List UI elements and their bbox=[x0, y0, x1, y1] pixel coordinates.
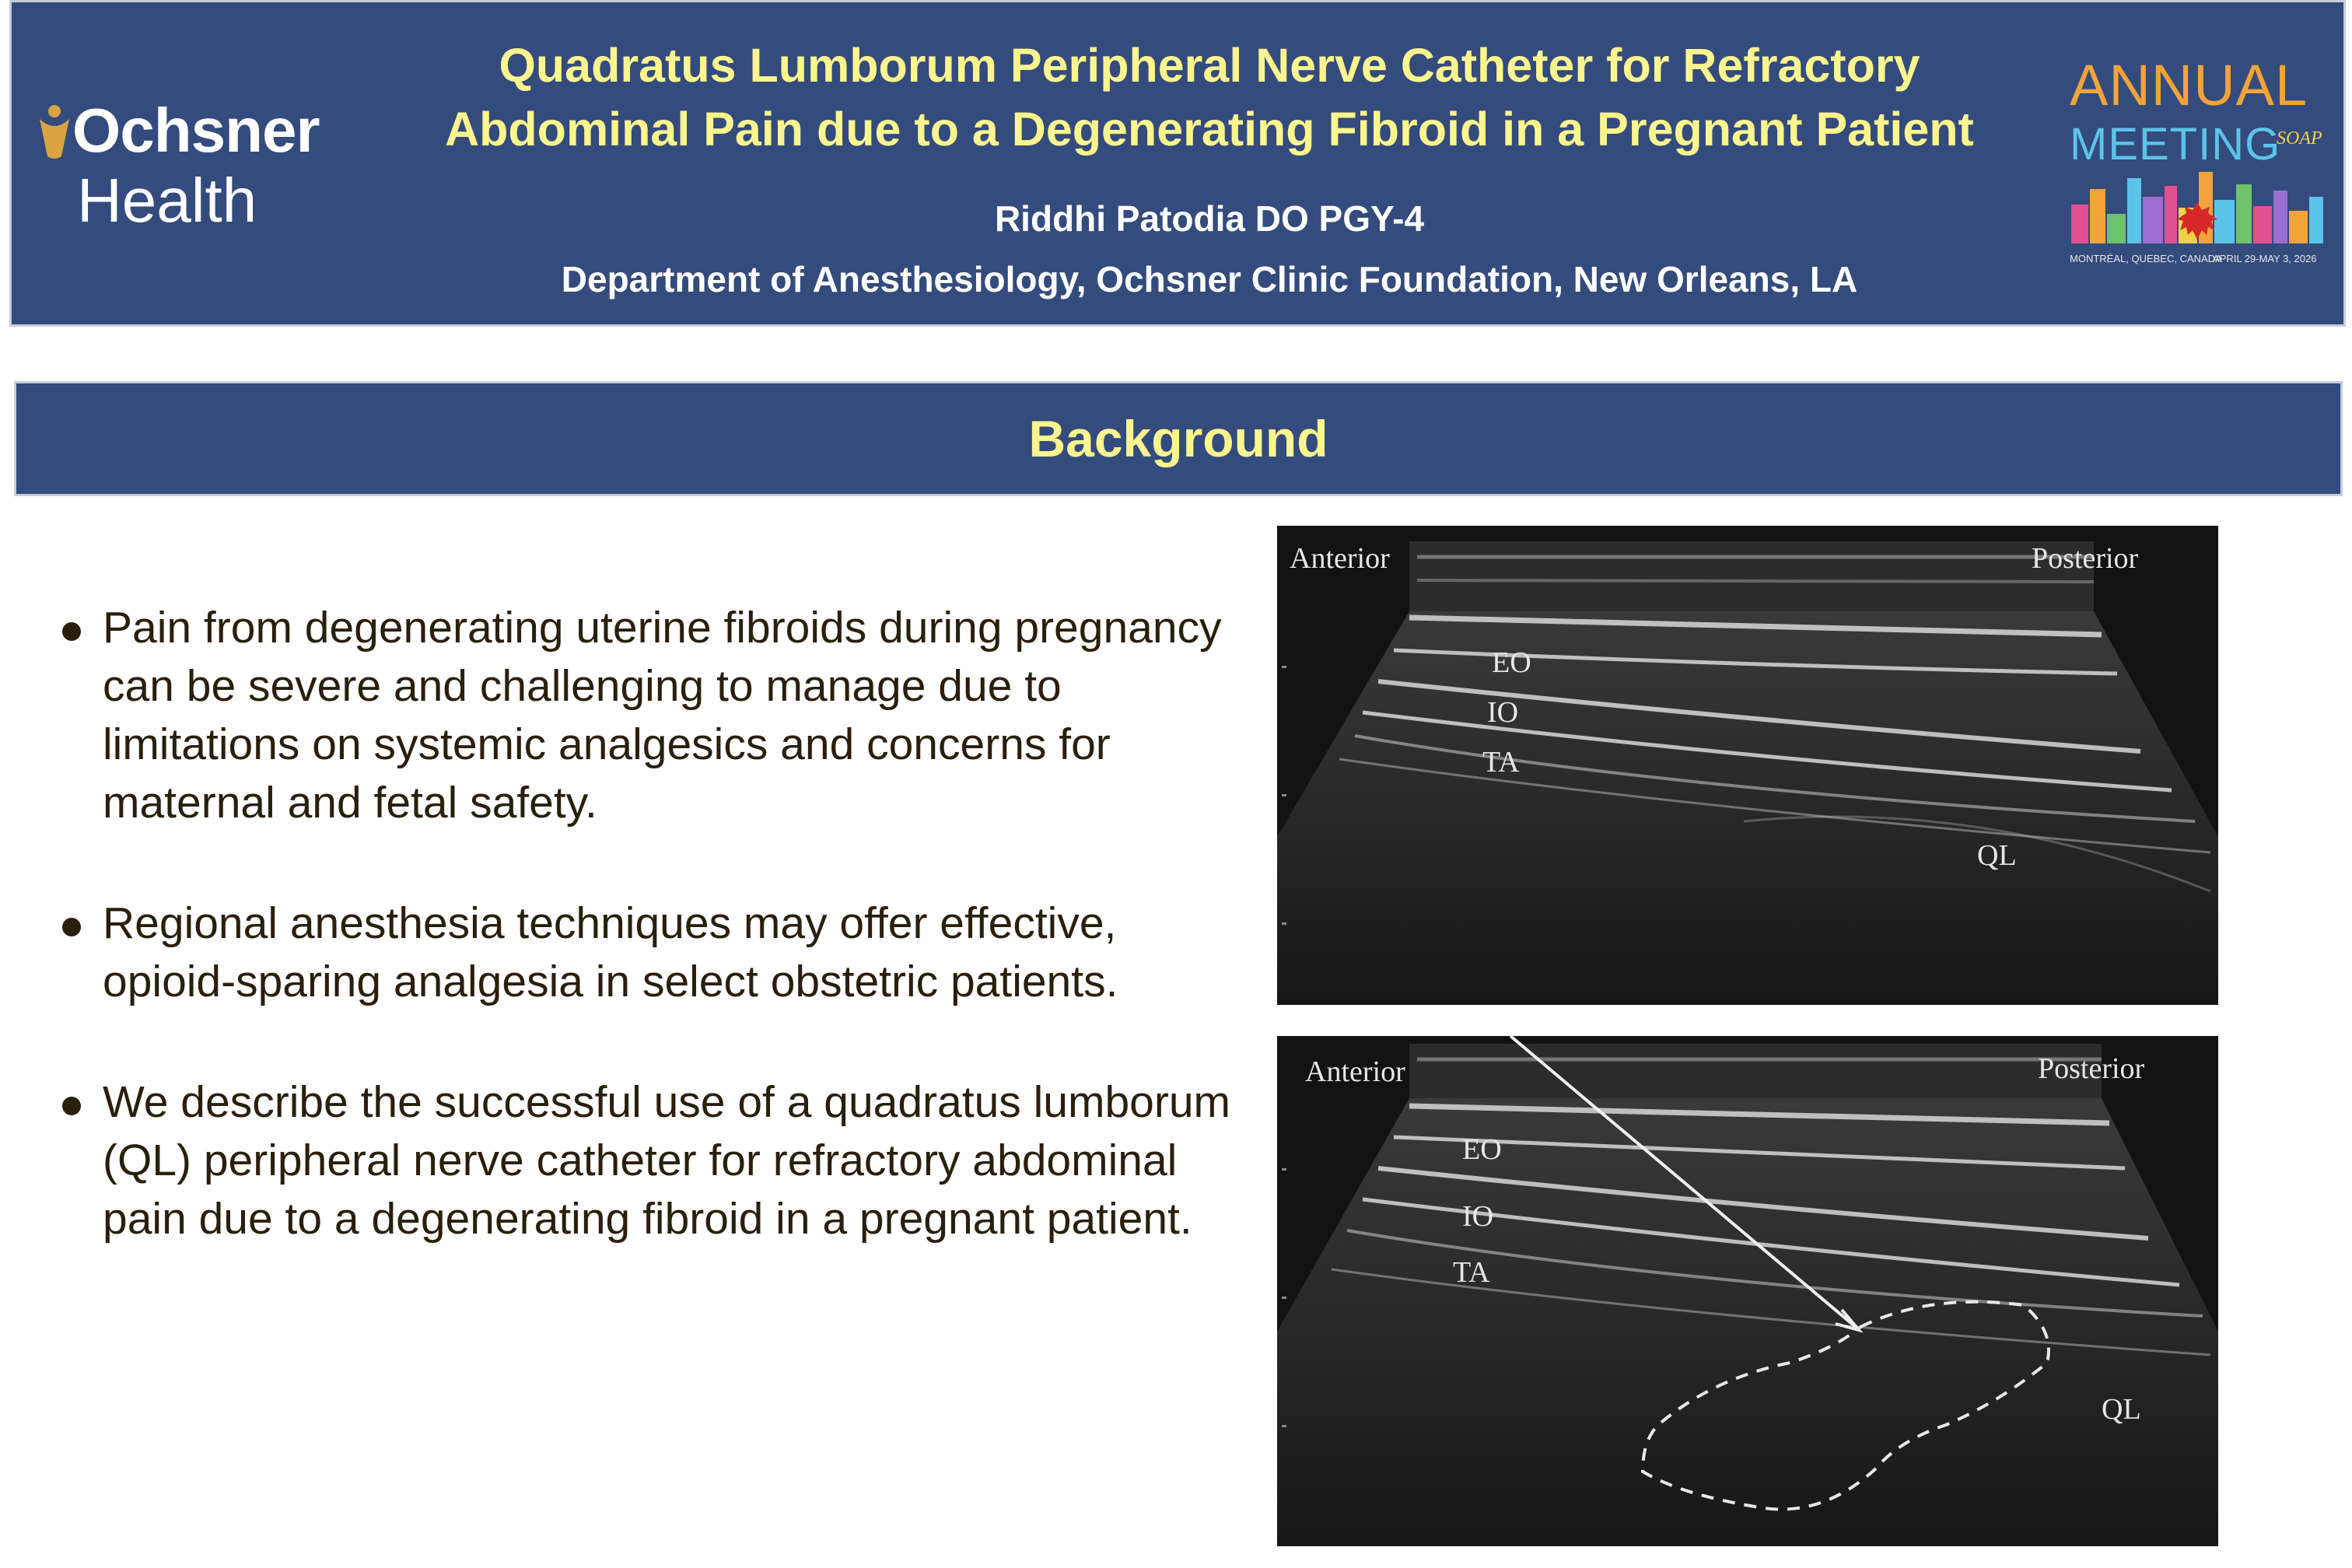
ultrasound-scan-graphic bbox=[1277, 1036, 2218, 1546]
label-anterior: Anterior bbox=[1290, 542, 1390, 575]
background-bullet-list bbox=[59, 599, 1241, 1311]
meeting-logo-org: SOAP bbox=[2277, 128, 2322, 149]
label-ql: QL bbox=[2102, 1393, 2141, 1426]
logo-subtitle: Health bbox=[77, 166, 257, 235]
ultrasound-image-pre bbox=[1277, 526, 2218, 1005]
list-item bbox=[59, 894, 1241, 1011]
label-eo: EO bbox=[1492, 646, 1531, 679]
ochsner-health-logo bbox=[35, 96, 331, 236]
label-posterior: Posterior bbox=[2038, 1052, 2145, 1085]
label-ql: QL bbox=[1977, 839, 2017, 872]
label-ta: TA bbox=[1453, 1256, 1490, 1289]
ochsner-figure-icon bbox=[35, 102, 74, 164]
meeting-logo-line2: MEETING bbox=[2070, 119, 2281, 170]
title-line-1: Quadratus Lumborum Peripheral Nerve Catheter for Refractory bbox=[499, 39, 1920, 92]
bullet-text: Regional anesthesia techniques may offer effective, opioid-sparing analgesia in select obstetric patients. bbox=[103, 898, 1118, 1006]
author-name: Riddhi Patodia DO PGY-4 bbox=[994, 198, 1425, 239]
poster-header bbox=[9, 0, 2346, 327]
label-ta: TA bbox=[1482, 746, 1520, 779]
label-eo: EO bbox=[1462, 1133, 1502, 1166]
label-anterior: Anterior bbox=[1305, 1055, 1405, 1088]
label-io: IO bbox=[1487, 696, 1519, 729]
section-title: Background bbox=[1028, 410, 1328, 467]
bullet-dot-icon bbox=[62, 918, 81, 936]
bullet-dot-icon bbox=[62, 1097, 81, 1115]
meeting-logo-dates: APRIL 29-MAY 3, 2026 bbox=[2213, 253, 2317, 264]
meeting-logo-line1: ANNUAL bbox=[2070, 53, 2308, 117]
list-item bbox=[59, 599, 1241, 832]
department-affiliation: Department of Anesthesiology, Ochsner Clinic Foundation, New Orleans, LA bbox=[561, 259, 1858, 299]
bullet-dot-icon bbox=[62, 622, 81, 641]
list-item bbox=[59, 1073, 1241, 1248]
title-line-2: Abdominal Pain due to a Degenerating Fibroid in a Pregnant Patient bbox=[445, 103, 1974, 156]
bullet-text: Pain from degenerating uterine fibroids during pregnancy can be severe and challenging to manage due to limitations on systemic analgesics and concerns for maternal and fetal safety. bbox=[103, 603, 1222, 828]
label-io: IO bbox=[1462, 1200, 1494, 1233]
bullet-text: We describe the successful use of a quadratus lumborum (QL) peripheral nerve catheter for refractory abdominal pain due to a degenerating fibroid in a pregnant patient. bbox=[103, 1077, 1231, 1244]
ultrasound-image-catheter bbox=[1277, 1036, 2218, 1546]
soap-annual-meeting-logo bbox=[2065, 41, 2329, 267]
meeting-logo-location: MONTRÉAL, QUEBEC, CANADA bbox=[2070, 253, 2222, 264]
label-posterior: Posterior bbox=[2032, 542, 2139, 575]
poster-title bbox=[354, 33, 2065, 161]
background-section-header bbox=[14, 381, 2343, 496]
ultrasound-scan-graphic bbox=[1277, 526, 2218, 1005]
logo-wordmark: Ochsner bbox=[72, 96, 320, 165]
